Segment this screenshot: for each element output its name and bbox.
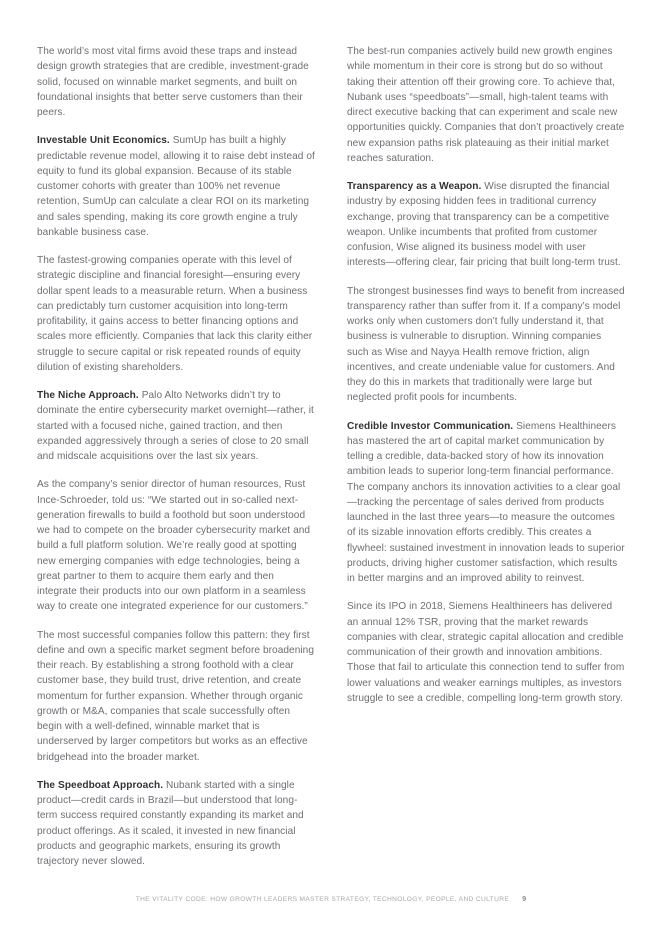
footer-inner bbox=[136, 894, 526, 903]
footer-book-title: THE VITALITY CODE: HOW GROWTH LEADERS MASTER STRATEGY, TECHNOLOGY, PEOPLE, AND CULTURE bbox=[135, 896, 510, 903]
paragraph-text: The most successful companies follow this pattern: they first define and own a specific market segment before broadening their reach. By establishing a strong foothold with a clear customer base, they build trust, drive retention, and create momentum for further expansion. Whether through organic growth or M&A, companies that scale successfully often begin with a well-defined, winnable market that is underserved by larger competitors but works as an effective bridgehead into the broader market. bbox=[37, 629, 314, 763]
paragraph bbox=[347, 284, 625, 406]
paragraph bbox=[347, 44, 625, 166]
paragraph bbox=[37, 253, 315, 375]
page-footer bbox=[0, 888, 662, 906]
paragraph-text: Palo Alto Networks didn’t try to dominate the entire cybersecurity market overnight—rather, it started with a focused niche, gained traction, and then expanded aggressively through a series of close to 20 small and midscale acquisitions over the last six years. bbox=[37, 390, 314, 462]
paragraph bbox=[37, 477, 315, 614]
paragraph bbox=[37, 778, 315, 870]
paragraph bbox=[347, 179, 625, 271]
paragraph-text: SumUp has built a highly predictable revenue model, allowing it to raise debt instead of equity to fund its global expansion. Because of its stable customer cohorts with greater than 100% net revenue retention, SumUp can calculate a clear ROI on its marketing and sales spending, making its core growth engine a truly bankable business case. bbox=[37, 135, 315, 238]
paragraph-text: The strongest businesses find ways to benefit from increased transparency rather than suffer from it. If a company’s model works only when customers don’t fully understand it, that business is vulnerable to disruption. Winning companies such as Wise and Nayya Health remove friction, align incentives, and create undeniable value for customers. And they do this in markets that traditionally were large but neglected profit pools for incumbents. bbox=[347, 285, 625, 404]
paragraph bbox=[347, 599, 625, 706]
paragraph-lead: The Niche Approach. bbox=[37, 390, 139, 401]
paragraph-lead: The Speedboat Approach. bbox=[37, 779, 164, 791]
paragraph-lead: Transparency as a Weapon. bbox=[347, 181, 482, 192]
paragraph bbox=[37, 388, 315, 464]
paragraph bbox=[347, 419, 625, 587]
paragraph-text: The fastest-growing companies operate with this level of strategic discipline and financial foresight—ensuring every dollar spent leads to a measurable return. When a business can predictably turn customer acquisition into long-term profitability, it gains access to better financing options and scales more efficiently. Companies that lack this clarity either struggle to secure capital or risk repeated rounds of equity dilution of existing shareholders. bbox=[37, 255, 313, 373]
paragraph-text: Wise disrupted the financial industry by exposing hidden fees in traditional currency exchange, proving that transparency can be a competitive weapon. Unlike incumbents that profited from customer confusion, Wise aligned its business model with user interests—offering clear, fair pricing that built long-term trust. bbox=[347, 181, 621, 269]
paragraph bbox=[37, 628, 315, 765]
left-column bbox=[37, 44, 315, 869]
paragraph-lead: Investable Unit Economics. bbox=[37, 135, 170, 147]
paragraph-text: Nubank started with a single product—credit cards in Brazil—but understood that long-term success required constantly expanding its market and product offerings. As it scaled, it invested in new financial products and geographic markets, ensuring its growth trajectory never slowed. bbox=[37, 779, 304, 867]
paragraph-text: The world’s most vital firms avoid these traps and instead design growth strategies that are credible, investment-grade solid, focused on winnable market segments, and built on foundational insights that better serve customers than their peers. bbox=[37, 46, 309, 118]
paragraph-text: The best-run companies actively build new growth engines while momentum in their core is strong but do so without taking their attention off their growing core. To achieve that, Nubank uses “speedboats”—small, high-talent teams with direct executive backing that can experiment and scale new opportunities quickly. Companies that don’t proactively create new expansion paths risk plateauing as their initial market reaches saturation. bbox=[347, 46, 625, 164]
paragraph-text: As the company’s senior director of human resources, Rust Ince-Schroeder, told us: “We started out in so-called next-generation firewalls to build a foothold but soon understood we had to compete on the broader cybersecurity market and build a full platform solution. We’re really good at spotting new emerging companies with edge technologies, being a great partner to them to acquire them early and then integrate their products into our own platform in a seamless way to create one integrated experience for our customers.” bbox=[37, 479, 311, 613]
paragraph-text: Since its IPO in 2018, Siemens Healthineers has delivered an annual 12% TSR, proving that the market rewards companies with clear, strategic capital allocation and credible communication of their growth and innovation ambitions. Those that fail to articulate this connection tend to suffer from lower valuations and weaker earnings multiples, as investors struggle to see a credible, compelling long-term growth story. bbox=[347, 601, 625, 704]
paragraph-text: Siemens Healthineers has mastered the art of capital market communication by telling a credible, data-backed story of how its innovation ambition leads to superior long-term financial performance. The company anchors its innovation activities to a clear goal—tracking the percentage of sales derived from products launched in the last three years—to measure the outcomes of its sizable innovation efforts credibly. This creates a flywheel: sustained investment in innovation leads to superior products, driving higher customer satisfaction, which results in better margins and an improved ability to reinvest. bbox=[347, 420, 625, 584]
paragraph bbox=[37, 44, 315, 120]
page-number: 9 bbox=[522, 894, 527, 903]
paragraph-lead: Credible Investor Communication. bbox=[347, 420, 514, 432]
right-column bbox=[347, 44, 625, 869]
paragraph bbox=[37, 133, 315, 240]
two-column-body bbox=[37, 44, 625, 869]
